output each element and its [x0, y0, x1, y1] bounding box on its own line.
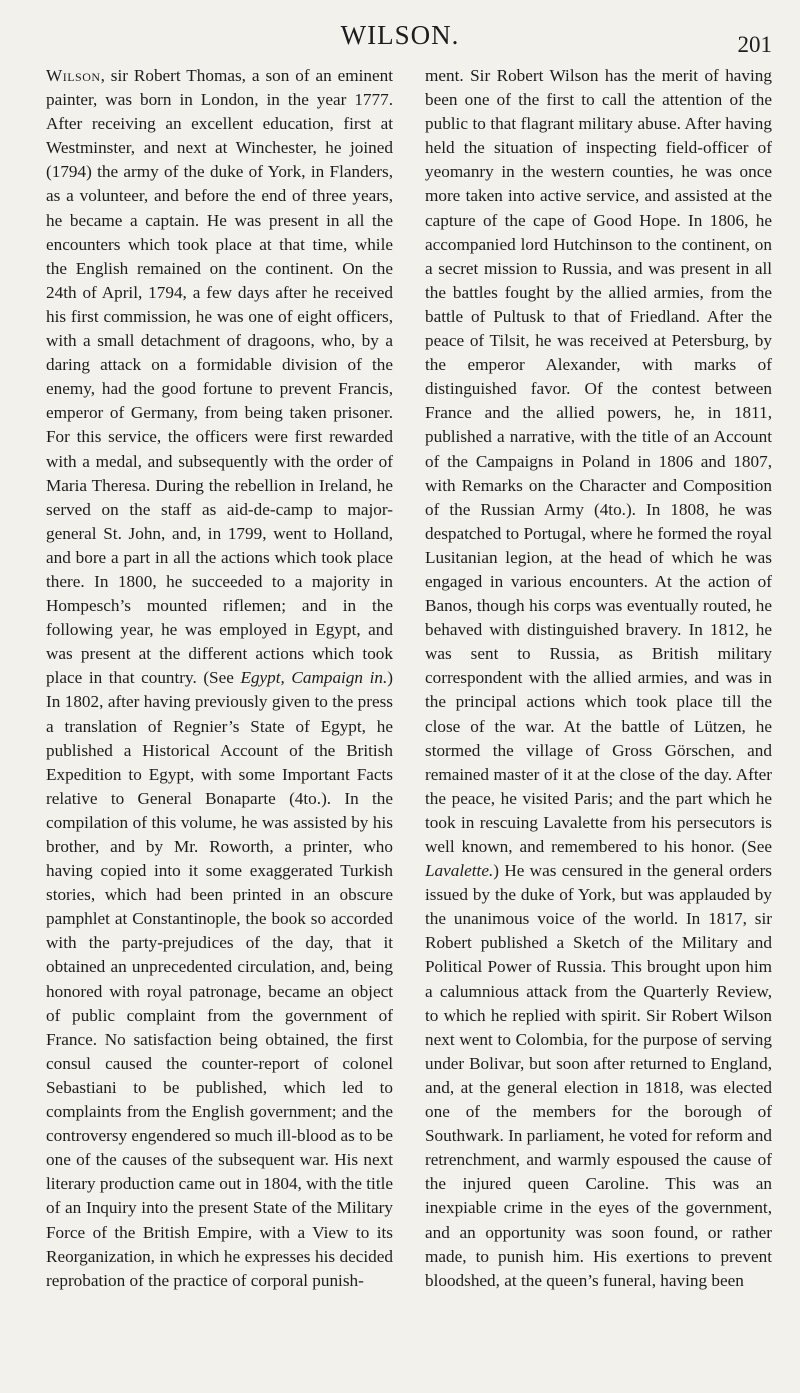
right-column — [425, 64, 772, 1293]
entry-paragraph-continued — [425, 64, 772, 1293]
text-run: ) He was censured in the general orders issued by the duke of York, but was applauded by the unanimous voice of the world. In 1817, sir Robert published a Sketch of the Military and Political Power of Russia. This brought upon him a calumnious attack from the Quarterly Review, to which he replied with spirit. Sir Robert Wilson next went to Colombia, for the purpose of serving under Bolivar, but soon after returned to England, and, at the general election in 1818, was elected one of the members for the borough of Southwark. In parliament, he voted for reform and retrenchment, and warmly espoused the cause of the injured queen Caroline. This was an inexpiable crime in the eyes of the government, and an opportunity was soon found, or rather made, to punish him. His exertions to prevent bloodshed, at the queen’s funeral, having been — [425, 861, 772, 1290]
page-number: 201 — [737, 32, 772, 57]
cross-reference-lavalette: Lavalette. — [425, 861, 494, 881]
text-run: , sir Robert Thomas, a son of an eminent painter, was born in London, in the year 1777. After receiving an excellent education, first at Westminster, and next at Winchester, he joined (1794) the army of the duke of York, in Flanders, as a volunteer, and before the end of three years, he became a captain. He was present in all the encounters which took place at that time, while the English remained on the continent. On the 24th of April, 1794, a few days after he received his first commission, he was one of eight officers, with a small detachment of dragoons, who, by a daring attack on a formidable division of the enemy, had the good fortune to prevent Francis, emperor of Germany, from being taken prisoner. For this service, the officers were first rewarded with a medal, and subsequently with the order of Maria Theresa. During the rebellion in Ireland, he served on the staff as aid-de-camp to major-general St. John, and, in 1799, went to Holland, and bore a part in all the actions which took place there. In 1800, he succeeded to a majority in Hompesch’s mounted riflemen; and in the following year, he was employed in Egypt, and was present at the different actions which took place in that country. (See — [46, 66, 393, 688]
cross-reference-egypt: Egypt, Campaign in. — [240, 668, 388, 688]
text-run: ) In 1802, after having previously given to the press a translation of Regnier’s State of Egypt, he published a Historical Account of the British Expedition to Egypt, with some Important Facts relative to General Bonaparte (4to.). In the compilation of this volume, he was assisted by his brother, and by Mr. Roworth, a printer, who having copied into it some exaggerated Turkish stories, which had been printed in an obscure pamphlet at Constantinople, the book so accorded with the party-prejudices of the day, that it obtained an unprecedented circulation, and, being honored with royal patronage, became an object of public complaint from the government of France. No satisfaction being obtained, the first consul caused the counter-report of colonel Sebastiani to be published, which led to complaints from the English government; and the controversy engendered so much ill-blood as to be one of the causes of the subsequent war. His next literary production came out in 1804, with the title of an Inquiry into the present State of the Military Force of the British Empire, with a View to its Reorganization, in which he expresses his decided reprobation of the practice of corporal punish- — [46, 668, 394, 1290]
text-run: ment. Sir Robert Wilson has the merit of having been one of the first to call the attention of the public to that flagrant military abuse. After having held the situation of inspecting field-officer of yeomanry in the western counties, he was once more taken into active service, and assisted at the capture of the cape of Good Hope. In 1806, he accompanied lord Hutchinson to the continent, on a secret mission to Russia, and was present in all the battles fought by the allied armies, from the battle of Pultusk to that of Friedland. After the peace of Tilsit, he was received at Petersburg, by the emperor Alexander, with marks of distinguished favor. Of the contest between France and the allied powers, he, in 1811, published a narrative, with the title of an Account of the Campaigns in Poland in 1806 and 1807, with Remarks on the Character and Composition of the Russian Army (4to.). In 1808, he was despatched to Portugal, where he formed the royal Lusitanian legion, at the head of which he was engaged in various encounters. At the action of Banos, though his corps was eventually routed, he behaved with distinguished bravery. In 1812, he was sent to Russia, as British military correspondent with the allied armies, and was in the principal actions which took place till the close of the war. At the battle of Lützen, he stormed the village of Gross Görschen, and remained master of it at the close of the day. After the peace, he visited Paris; and the part which he took in rescuing Lavalette from his persecutors is well known, and remembered to his honor. (See — [425, 66, 772, 856]
left-column — [46, 64, 393, 1293]
entry-paragraph — [46, 64, 393, 1293]
running-title: WILSON. — [340, 20, 460, 50]
headword: Wilson — [46, 66, 101, 85]
